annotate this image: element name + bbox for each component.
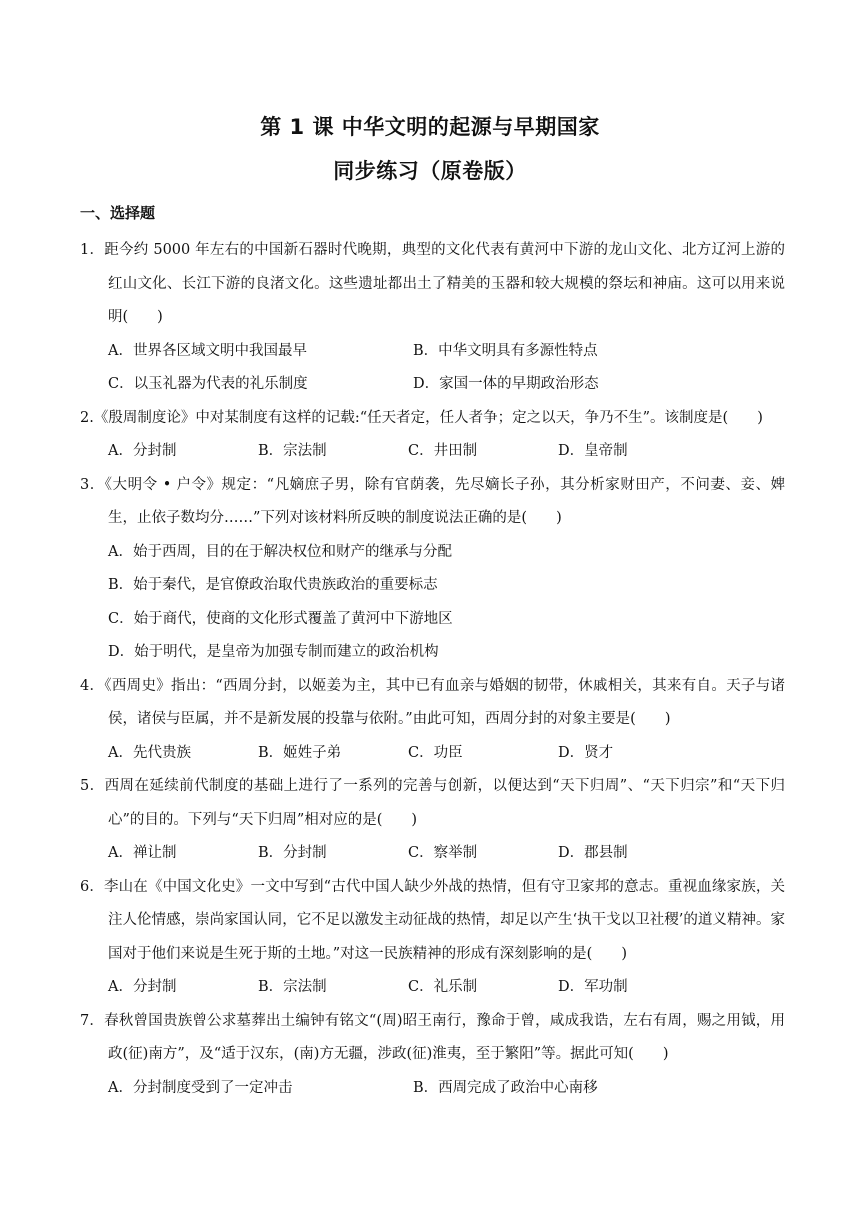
option-d: D．郡县制	[558, 845, 628, 861]
question-5	[80, 770, 785, 871]
option-b: B．姬姓子弟	[258, 744, 342, 761]
option-group	[80, 837, 785, 871]
option-b: B．中华文明具有多源性特点	[413, 342, 598, 359]
question-stem: 1．距今约 5000 年左右的中国新石器时代晚期，典型的文化代表有黄河中下游的龙山文化、北方辽河上游的红山文化、长江下游的良渚文化。这些遗址都出土了精美的玉器和较大规模的祭坛和神庙。这可以用来说明( )	[80, 242, 785, 325]
option-group	[80, 1072, 785, 1106]
option-a: A．先代贵族	[108, 744, 191, 761]
question-2	[80, 402, 785, 469]
page-title: 第 1 课 中华文明的起源与早期国家	[260, 115, 600, 139]
option-a: A．分封制	[108, 979, 177, 995]
option-d: D．家国一体的早期政治形态	[413, 376, 599, 392]
question-stem: 2.《殷周制度论》中对某制度有这样的记载:“任天者定，任人者争；定之以天，争乃不生”。该制度是( )	[80, 409, 763, 426]
option-group	[80, 536, 785, 670]
question-list	[80, 234, 785, 1105]
option-b: B．宗法制	[258, 979, 327, 995]
option-b: B．分封制	[258, 845, 327, 861]
option-group	[80, 335, 785, 402]
question-3	[80, 469, 785, 670]
question-4	[80, 670, 785, 771]
option-a: A．世界各区域文明中我国最早	[108, 342, 307, 359]
option-b: B．始于秦代，是官僚政治取代贵族政治的重要标志	[108, 577, 438, 593]
option-a: A．分封制	[108, 443, 177, 459]
option-a: A．禅让制	[108, 845, 177, 861]
section-heading: 一、选择题	[80, 204, 156, 222]
option-c: C．以玉礼器为代表的礼乐制度	[108, 376, 308, 392]
option-b: B．宗法制	[258, 443, 327, 459]
option-a: A．始于西周，目的在于解决权位和财产的继承与分配	[108, 543, 452, 560]
question-stem: 5．西周在延续前代制度的基础上进行了一系列的完善与创新，以便达到“天下归周”、“天下归宗”和“天下归心”的目的。下列与“天下归周”相对应的是( )	[80, 778, 785, 828]
option-group	[80, 435, 785, 469]
option-c: C．礼乐制	[408, 979, 478, 995]
question-6	[80, 871, 785, 1005]
question-1	[80, 234, 785, 402]
option-group	[80, 971, 785, 1005]
option-b: B．西周完成了政治中心南移	[413, 1079, 598, 1096]
option-d: D．军功制	[558, 979, 628, 995]
option-c: C．始于商代，使商的文化形式覆盖了黄河中下游地区	[108, 610, 453, 627]
option-d: D．贤才	[558, 744, 614, 761]
option-c: C．察举制	[408, 845, 478, 861]
option-d: D．皇帝制	[558, 443, 628, 459]
question-7	[80, 1005, 785, 1106]
option-group	[80, 737, 785, 771]
option-c: C．井田制	[408, 443, 478, 459]
question-stem: 3．《大明令 • 户令》规定：“凡嫡庶子男，除有官荫袭，先尽嫡长子孙，其分析家财田产，不问妻、妾、婢生，止依子数均分……”下列对该材料所反映的制度说法正确的是( )	[80, 476, 785, 526]
question-stem: 4．《西周史》指出：“西周分封，以姬姜为主，其中已有血亲与婚姻的韧带，休戚相关，其来有自。天子与诸侯，诸侯与臣属，并不是新发展的投靠与依附。”由此可知，西周分封的对象主要是( )	[80, 677, 785, 727]
option-d: D．始于明代，是皇帝为加强专制而建立的政治机构	[108, 644, 439, 660]
question-stem: 6．李山在《中国文化史》一文中写到“古代中国人缺少外战的热情，但有守卫家邦的意志。重视血缘家族，关注人伦情感，崇尚家国认同，它不足以激发主动征战的热情，却足以产生‘执干戈以卫社稷’的道义精神。家国对于他们来说是生死于斯的土地。”对这一民族精神的形成有深刻影响的是( )	[80, 878, 785, 962]
option-c: C．功臣	[408, 744, 463, 761]
question-stem: 7．春秋曾国贵族曾公求墓葬出土编钟有铭文“(周)昭王南行，豫命于曾，咸成我诰，左右有周，赐之用钺，用政(征)南方”，及“适于汉东，(南)方无疆，涉政(征)淮夷，至于繁阳”等。据此可知( )	[80, 1012, 785, 1062]
page-subtitle: 同步练习（原卷版）	[333, 159, 527, 183]
option-a: A．分封制度受到了一定冲击	[108, 1079, 293, 1096]
